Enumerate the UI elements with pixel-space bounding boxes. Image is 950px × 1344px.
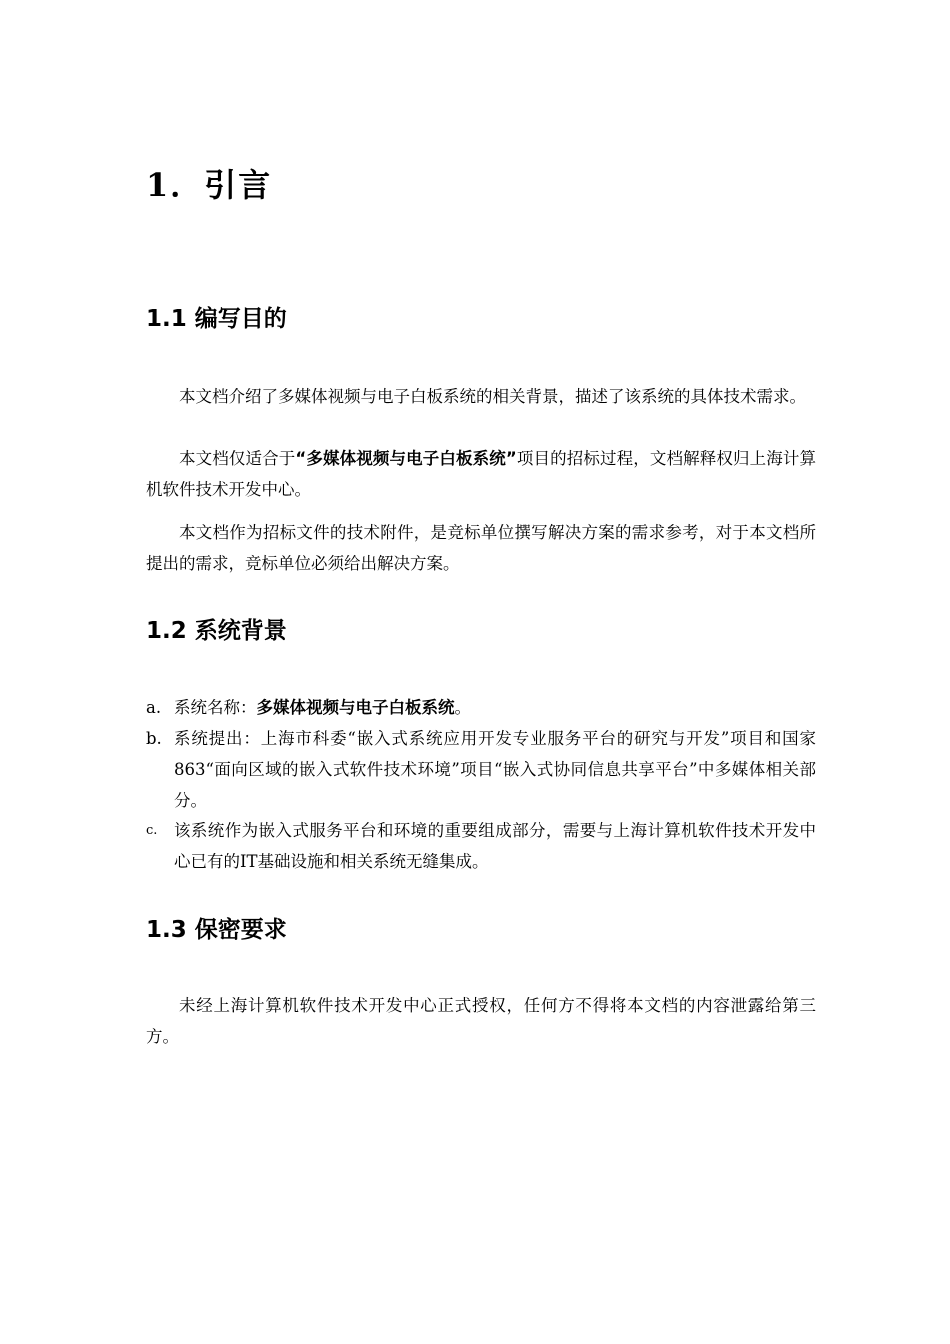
list-marker: c.: [146, 823, 158, 838]
section-heading-confidentiality: 1.3 保密要求: [146, 917, 287, 943]
list-item-a: [146, 692, 816, 723]
list-marker: a.: [146, 698, 162, 717]
purpose-paragraph-3: 本文档作为招标文件的技术附件，是竞标单位撰写解决方案的需求参考，对于本文档所提出的需求，竞标单位必须给出解决方案。: [146, 523, 816, 573]
purpose-paragraph-2: [146, 443, 816, 505]
purpose-paragraph-1: 本文档介绍了多媒体视频与电子白板系统的相关背景，描述了该系统的具体技术需求。: [179, 387, 806, 406]
list-item-text: 该系统作为嵌入式服务平台和环境的重要组成部分，需要与上海计算机软件技术开发中心已有的IT基础设施和相关系统无缝集成。: [174, 821, 816, 871]
list-item-c: [146, 815, 816, 877]
section-heading-background: 1.2 系统背景: [146, 618, 287, 644]
purpose-p2-text-before: 本文档仅适合于: [179, 449, 296, 468]
list-marker: b.: [146, 729, 162, 748]
list-item-a-label: 系统名称：: [174, 698, 257, 717]
section-heading-purpose: 1.1 编写目的: [146, 306, 287, 332]
list-item-text: [174, 692, 816, 723]
confidentiality-paragraph: 未经上海计算机软件技术开发中心正式授权，任何方不得将本文档的内容泄露给第三方。: [146, 996, 816, 1046]
chapter-heading: 1．引言: [146, 166, 273, 204]
list-item-text: 系统提出：上海市科委“嵌入式系统应用开发专业服务平台的研究与开发”项目和国家863“面向区域的嵌入式软件技术环境”项目“嵌入式协同信息共享平台”中多媒体相关部分。: [174, 729, 816, 810]
list-item-a-end: 。: [454, 698, 471, 717]
purpose-p2-text-after: 项目的招标过程，文档解释权归上海计算机软件技术开发中心。: [146, 449, 817, 499]
system-name-bold: 多媒体视频与电子白板系统: [256, 698, 455, 717]
list-item-b: [146, 723, 816, 816]
project-name-bold: “多媒体视频与电子白板系统”: [295, 449, 517, 468]
